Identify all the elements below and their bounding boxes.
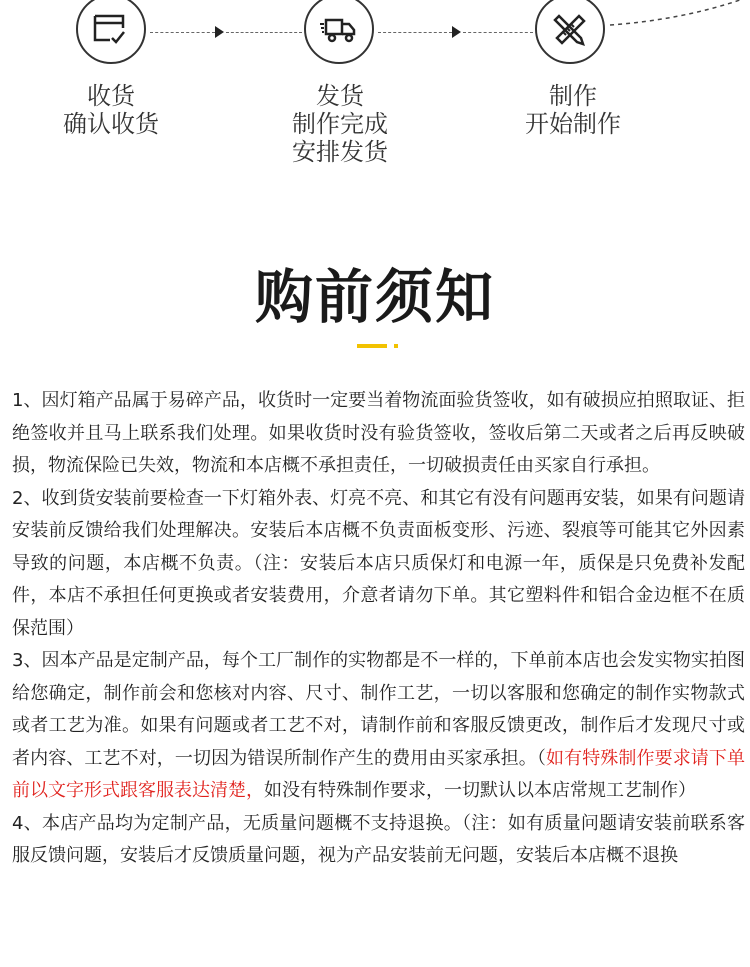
- page-title: 购前须知: [254, 263, 495, 331]
- step-desc: 制作完成: [292, 110, 388, 138]
- delivery-box-check-icon: [76, 0, 146, 64]
- note-item-3-highlight: 如有特殊制作要求请下单前以文字形式跟客服表达清楚，: [12, 747, 745, 801]
- title-underline-dot: [394, 344, 398, 348]
- note-item-3-text-b: 如没有特殊制作要求，一切默认以本店常规工艺制作）: [264, 780, 696, 801]
- step-title: 制作: [549, 82, 597, 110]
- arrow-right-icon: [215, 26, 224, 38]
- truck-icon: [304, 0, 374, 64]
- step-desc: 确认收货: [63, 110, 159, 138]
- step-make: [493, 82, 653, 138]
- step-title: 发货: [316, 82, 364, 110]
- purchase-notes: [12, 385, 745, 873]
- note-item-2: 2、收到货安装前要检查一下灯箱外表、灯亮不亮、和其它有没有问题再安装，如果有问题请安装前反馈给我们处理解决。安装后本店概不负责面板变形、污迹、裂痕等可能其它外因素导致的问题，本店概不负责。（注：安装后本店只质保灯和电源一年，质保是只免费补发配件，本店不承担任何更换或者安装费用，介意者请勿下单。其它塑料件和铝合金边框不在质保范围）: [12, 487, 745, 639]
- flow-connector: [378, 32, 452, 33]
- note-item-3: [12, 645, 745, 808]
- decorative-dashed-curve: [600, 0, 750, 40]
- note-item-1: 1、因灯箱产品属于易碎产品，收货时一定要当着物流面验货签收，如有破损应拍照取证、拒绝签收并且马上联系我们处理。如果收货时没有验货签收，签收后第二天或者之后再反映破损，物流保险已失效，物流和本店概不承担责任，一切破损责任由买家自行承担。: [12, 390, 745, 476]
- step-desc: 开始制作: [525, 110, 621, 138]
- arrow-right-icon: [452, 26, 461, 38]
- note-item-3-text-a: 3、因本产品是定制产品，每个工厂制作的实物都是不一样的，下单前本店也会发实物实拍图给您确定，制作前会和您核对内容、尺寸、制作工艺，一切以客服和您确定的制作实物款式或者工艺为准。如果有问题或者工艺不对，请制作前和客服反馈更改，制作后才发现尺寸或者内容、工艺不对，一切因为错误所制作产生的费用由买家承担。（: [12, 650, 745, 769]
- note-item-4: 4、本店产品均为定制产品，无质量问题概不支持退换。（注：如有质量问题请安装前联系客服反馈问题，安装后才反馈质量问题，视为产品安装前无问题，安装后本店概不退换: [12, 812, 745, 866]
- step-receive: [31, 82, 191, 138]
- process-flow: [0, 0, 750, 200]
- flow-connector: [226, 32, 302, 33]
- pencil-ruler-icon: [535, 0, 605, 64]
- title-underline: [357, 344, 387, 348]
- step-title: 收货: [87, 82, 135, 110]
- step-desc-2: 安排发货: [292, 138, 388, 166]
- step-ship: [260, 82, 420, 166]
- flow-connector: [150, 32, 215, 33]
- flow-connector: [463, 32, 533, 33]
